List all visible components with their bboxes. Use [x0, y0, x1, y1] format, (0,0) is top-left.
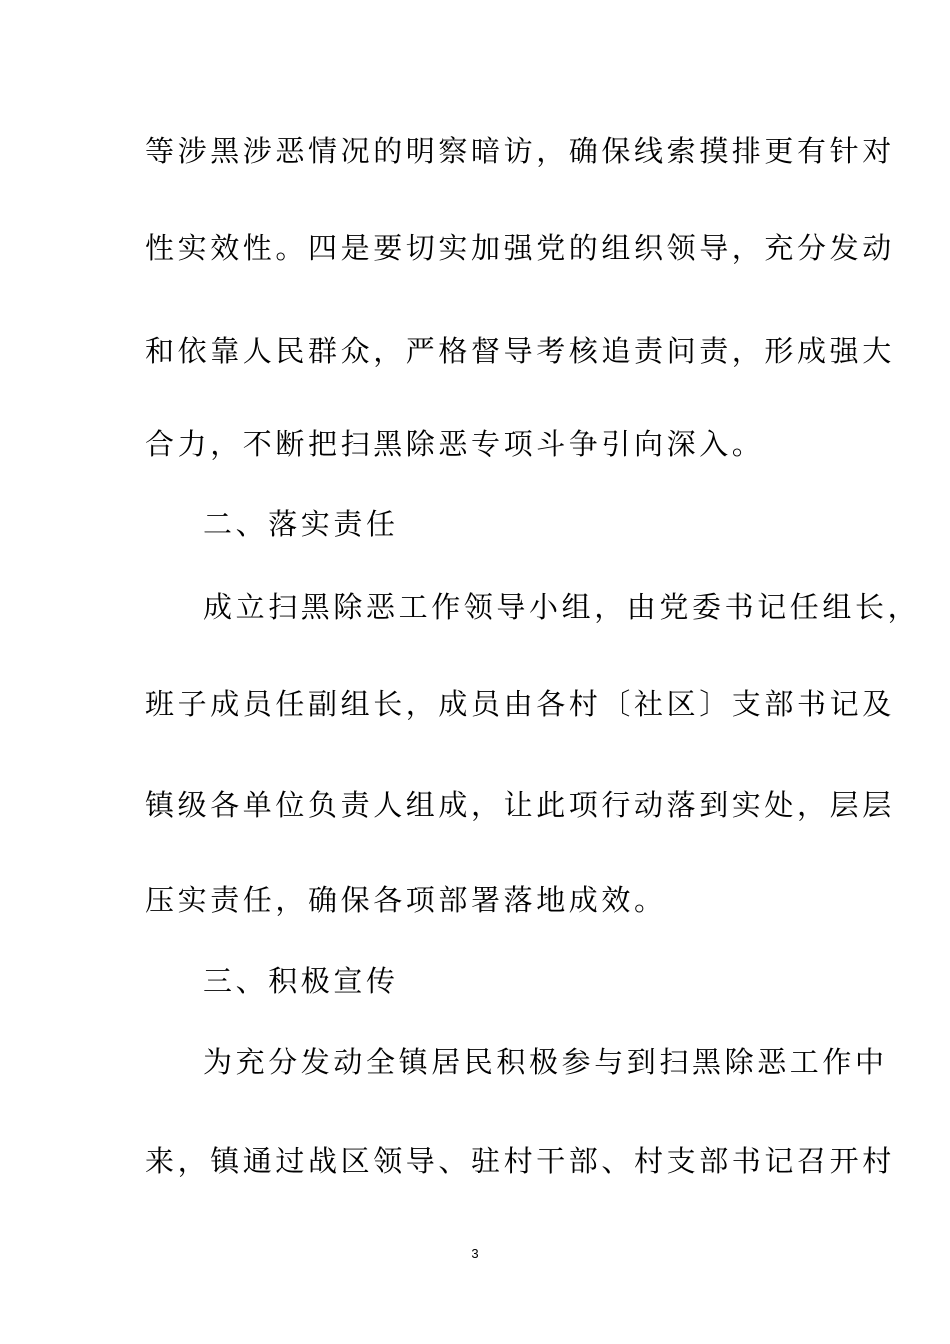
body-line: 成立扫黑除恶工作领导小组，由党委书记任组长，	[203, 590, 921, 624]
body-line: 班子成员任副组长，成员由各村〔社区〕支部书记及	[145, 687, 895, 721]
body-line: 压实责任，确保各项部署落地成效。	[145, 883, 667, 917]
body-line: 为充分发动全镇居民积极参与到扫黑除恶工作中	[203, 1045, 888, 1079]
section-heading: 三、积极宣传	[203, 964, 399, 998]
section-heading: 二、落实责任	[203, 507, 399, 541]
body-line: 性实效性。四是要切实加强党的组织领导，充分发动	[145, 231, 895, 265]
body-line: 合力，不断把扫黑除恶专项斗争引向深入。	[145, 427, 765, 461]
page-number: 3	[471, 1246, 479, 1261]
body-line: 和依靠人民群众，严格督导考核追责问责，形成强大	[145, 334, 895, 368]
body-line: 镇级各单位负责人组成，让此项行动落到实处，层层	[145, 788, 895, 822]
body-line: 来，镇通过战区领导、驻村干部、村支部书记召开村	[145, 1144, 895, 1178]
body-line: 等涉黑涉恶情况的明察暗访，确保线索摸排更有针对	[145, 134, 895, 168]
